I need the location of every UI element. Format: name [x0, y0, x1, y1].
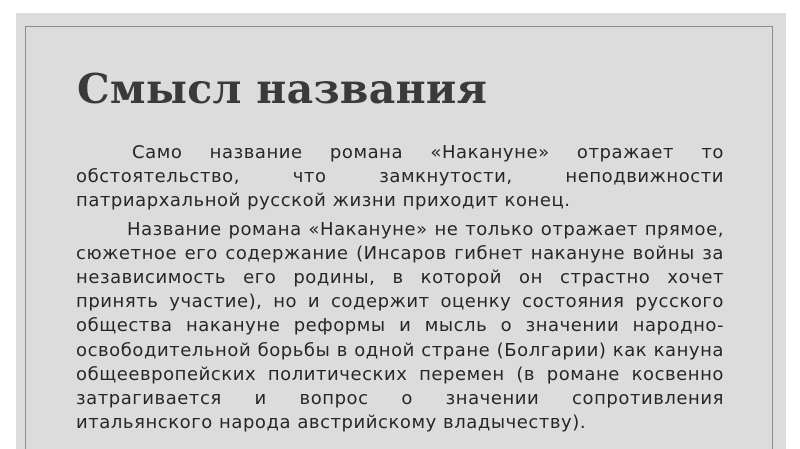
slide-title: Смысл названия [77, 65, 488, 113]
paragraph-1: Само название романа «Накануне» отражает то обстоятельство, что замкнутости, неподвижности патриархальной русской жизни приходит конец. [76, 142, 724, 212]
slide [16, 13, 786, 449]
paragraph-2: Название романа «Накануне» не только отражает прямое, сюжетное его содержание (Инсаров гибнет накануне войны за независимость его родины, в которой он страстно хочет принять участие), но и содержит оценку состояния русского общества накануне реформы и мысль о значении народно-освободительной борьбы в одной стране (Болгарии) как кануна общеевропейских политических перемен (в романе косвенно затрагивается и вопрос о значении сопротивления итальянского народа австрийскому владычеству). [76, 218, 724, 434]
slide-body [76, 141, 724, 435]
